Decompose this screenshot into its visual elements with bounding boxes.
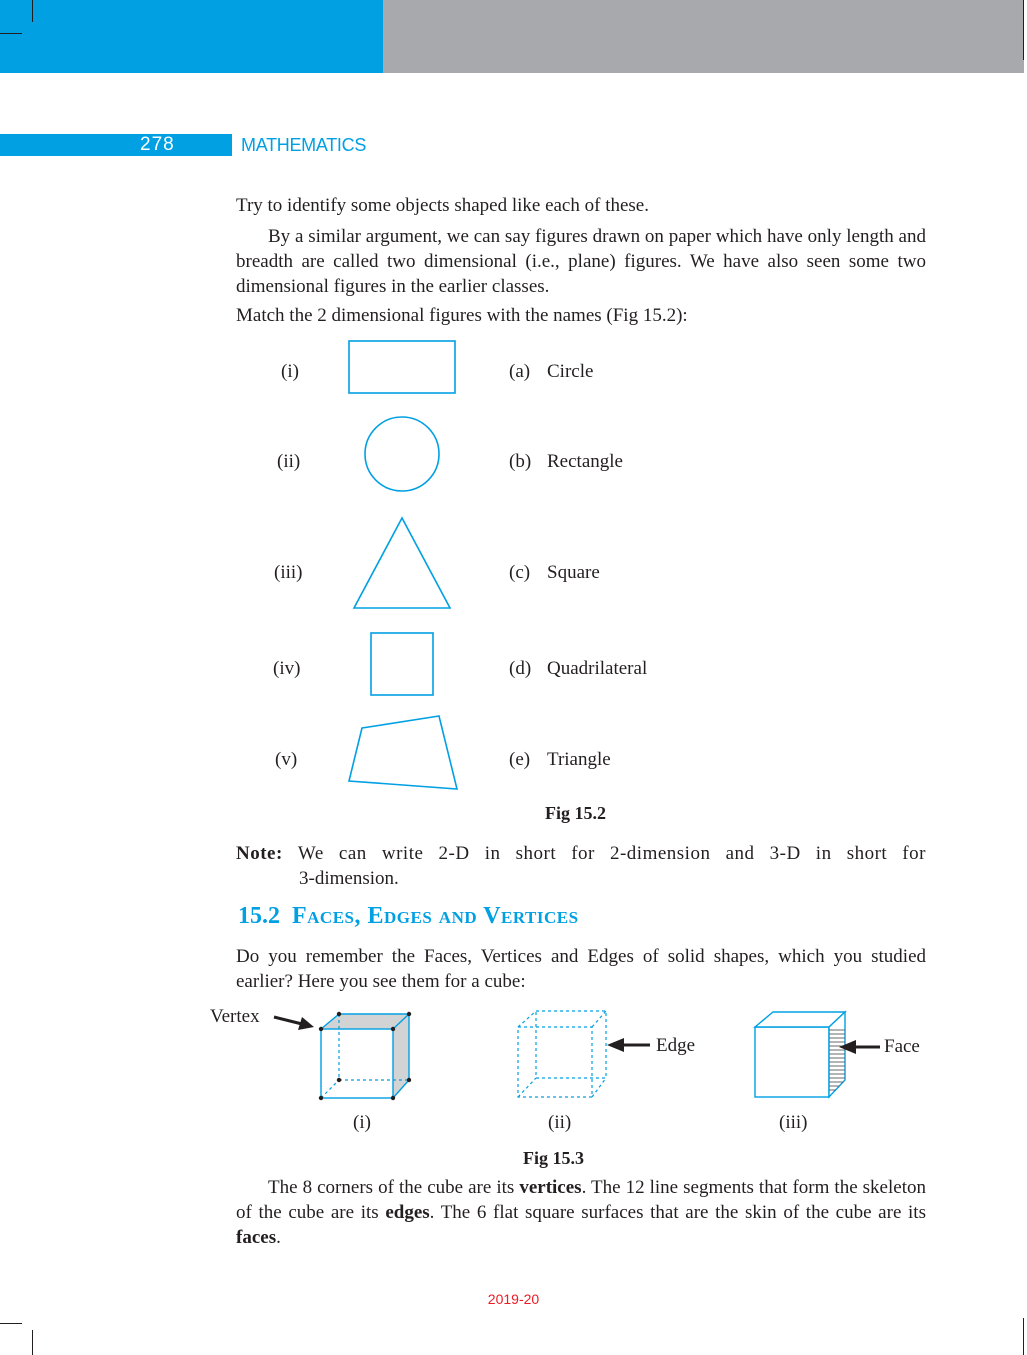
footer-year: 2019-20	[487, 1291, 540, 1307]
face-label: Face	[884, 1036, 920, 1057]
term-faces: faces	[236, 1227, 277, 1248]
definition-paragraph: The 8 corners of the cube are its vertices. The 12 line segments that form the skeleton of the cube are its edges. The 6 flat square surfaces that are the skin of the cube are its faces.	[236, 1177, 926, 1248]
name-option: (a) Circle	[509, 361, 594, 382]
section-number: 15.2	[238, 903, 280, 929]
name-option: (e) Triangle	[509, 749, 611, 770]
term-vertices: vertices	[519, 1177, 582, 1198]
figure-caption: Fig 15.2	[545, 803, 606, 823]
vertex-label: Vertex	[210, 1006, 260, 1027]
subject-title: MATHEMATICS	[241, 135, 367, 155]
intro-paragraph: By a similar argument, we can say figures drawn on paper which have only length and breadth are called two dimensional (i.e., plane) figures. We have also seen some two dimensional figures in the earlier classes.	[236, 226, 926, 297]
note-line: Note: We can write 2-D in short for 2-dimension and 3-D in short for	[236, 843, 926, 864]
figure-label: (iv)	[273, 658, 301, 679]
name-option: (c) Square	[509, 562, 600, 583]
cube-face	[755, 1012, 880, 1097]
note-label: Note:	[236, 843, 283, 864]
name-option: (d) Quadrilateral	[509, 658, 648, 679]
term-edges: edges	[385, 1202, 430, 1223]
cube-label: (i)	[353, 1112, 371, 1133]
page-number: 278	[140, 134, 175, 155]
match-instruction: Match the 2 dimensional figures with the names (Fig 15.2):	[236, 305, 688, 326]
cube-vertices	[274, 1012, 411, 1100]
name-option: (b) Rectangle	[509, 451, 623, 472]
figure-label: (iii)	[274, 562, 303, 583]
figure-label: (v)	[275, 749, 298, 770]
edge-arrow	[607, 1038, 650, 1052]
cube-label: (iii)	[779, 1112, 808, 1133]
figure-caption: Fig 15.3	[523, 1148, 584, 1168]
section-title: Faces, Edges and Vertices	[292, 903, 579, 929]
section-paragraph: Do you remember the Faces, Vertices and Edges of solid shapes, which you studied earlier? Here you see them for a cube:	[236, 946, 926, 992]
note-line-2: 3-dimension.	[299, 868, 399, 889]
figure-label: (ii)	[277, 451, 301, 472]
figure-label: (i)	[281, 361, 299, 382]
cube-edges	[518, 1011, 606, 1097]
intro-line: Try to identify some objects shaped like each of these.	[236, 195, 649, 216]
cube-label: (ii)	[548, 1112, 572, 1133]
edge-label: Edge	[656, 1035, 696, 1056]
